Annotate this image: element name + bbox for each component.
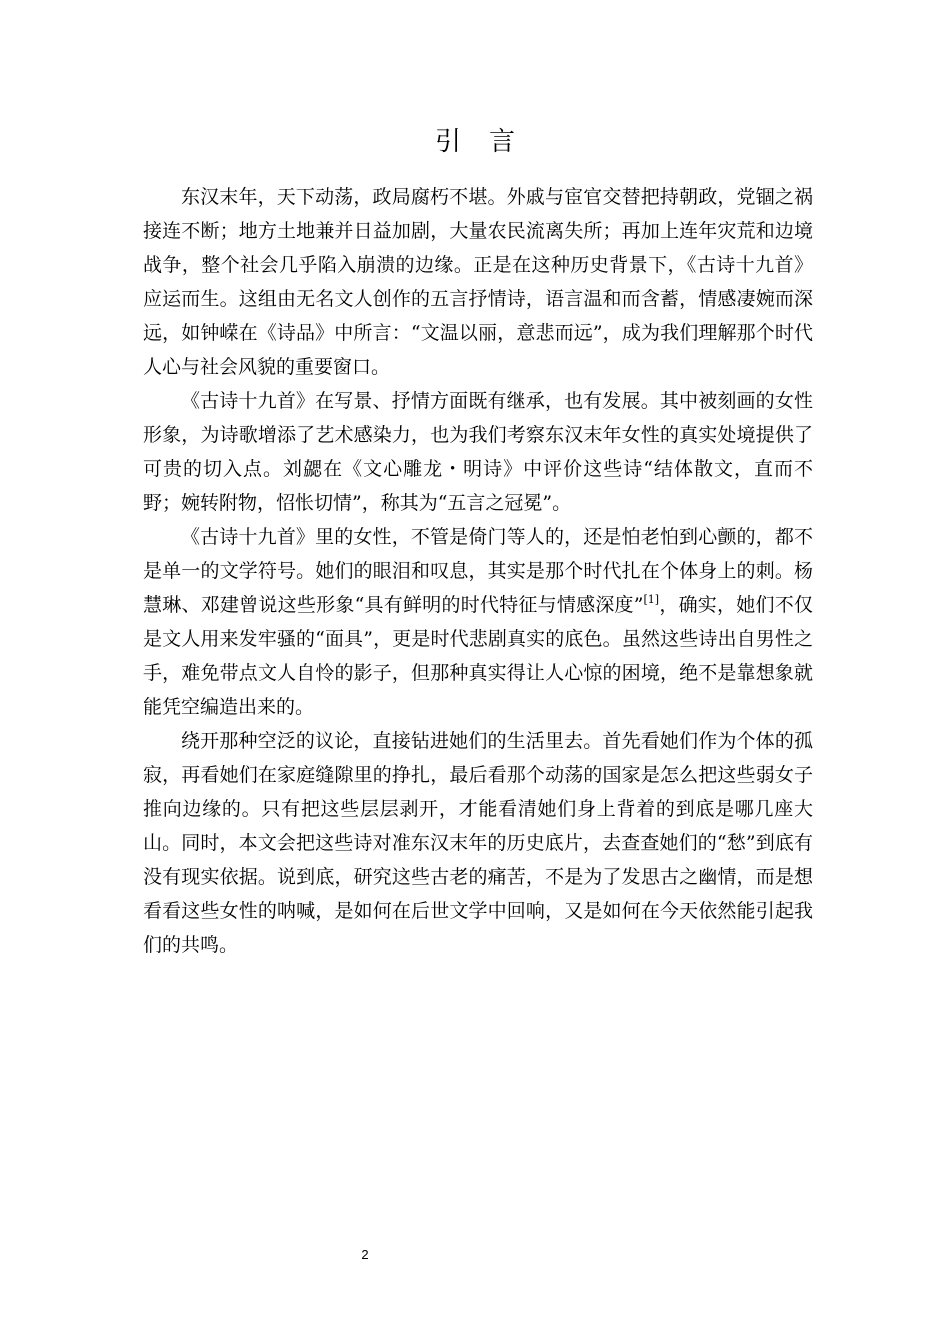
paragraph-3-text-after: ，确实，她们不仅是文人用来发牢骚的“面具”，更是时代悲剧真实的底色。虽然这些诗出自男性之手，难免带点文人自怜的影子，但那种真实得让人心惊的困境，绝不是靠想象就能凭空编造出来的。 bbox=[143, 594, 813, 718]
section-title: 引言 bbox=[434, 127, 543, 157]
paragraph-3 bbox=[143, 520, 813, 724]
paragraph-4: 绕开那种空泛的议论，直接钻进她们的生活里去。首先看她们作为个体的孤寂，再看她们在家庭缝隙里的挣扎，最后看那个动荡的国家是怎么把这些弱女子推向边缘的。只有把这些层层剥开，才能看清她们身上背着的到底是哪几座大山。同时，本文会把这些诗对准东汉末年的历史底片，去查查她们的“愁”到底有没有现实依据。说到底，研究这些古老的痛苦，不是为了发思古之幽情，而是想看看这些女性的呐喊，是如何在后世文学中回响，又是如何在今天依然能引起我们的共鸣。 bbox=[143, 730, 813, 956]
paragraph-1: 东汉末年，天下动荡，政局腐朽不堪。外戚与宦官交替把持朝政，党锢之祸接连不断；地方土地兼并日益加剧，大量农民流离失所；再加上连年灾荒和边境战争，整个社会几乎陷入崩溃的边缘。正是在这种历史背景下，《古诗十九首》应运而生。这组由无名文人创作的五言抒情诗，语言温和而含蓄，情感凄婉而深远，如钟嵘在《诗品》中所言：“文温以丽，意悲而远”，成为我们理解那个时代人心与社会风貌的重要窗口。 bbox=[143, 186, 813, 378]
paragraph-2: 《古诗十九首》在写景、抒情方面既有继承，也有发展。其中被刻画的女性形象，为诗歌增添了艺术感染力，也为我们考察东汉末年女性的真实处境提供了可贵的切入点。刘勰在《文心雕龙・明诗》中评价这些诗“结体散文，直而不野；婉转附物，怊怅切情”，称其为“五言之冠冕”。 bbox=[143, 390, 813, 514]
page-number: 2 bbox=[361, 1247, 369, 1262]
citation-marker[interactable]: [1] bbox=[643, 593, 660, 606]
paragraph-3-text-before: 《古诗十九首》里的女性，不管是倚门等人的，还是怕老怕到心颤的，都不是单一的文学符号。她们的眼泪和叹息，其实是那个时代扎在个体身上的刺。杨慧琳、邓建曾说这些形象“具有鲜明的时代特征与情感深度” bbox=[143, 526, 813, 616]
body-text bbox=[143, 180, 813, 962]
